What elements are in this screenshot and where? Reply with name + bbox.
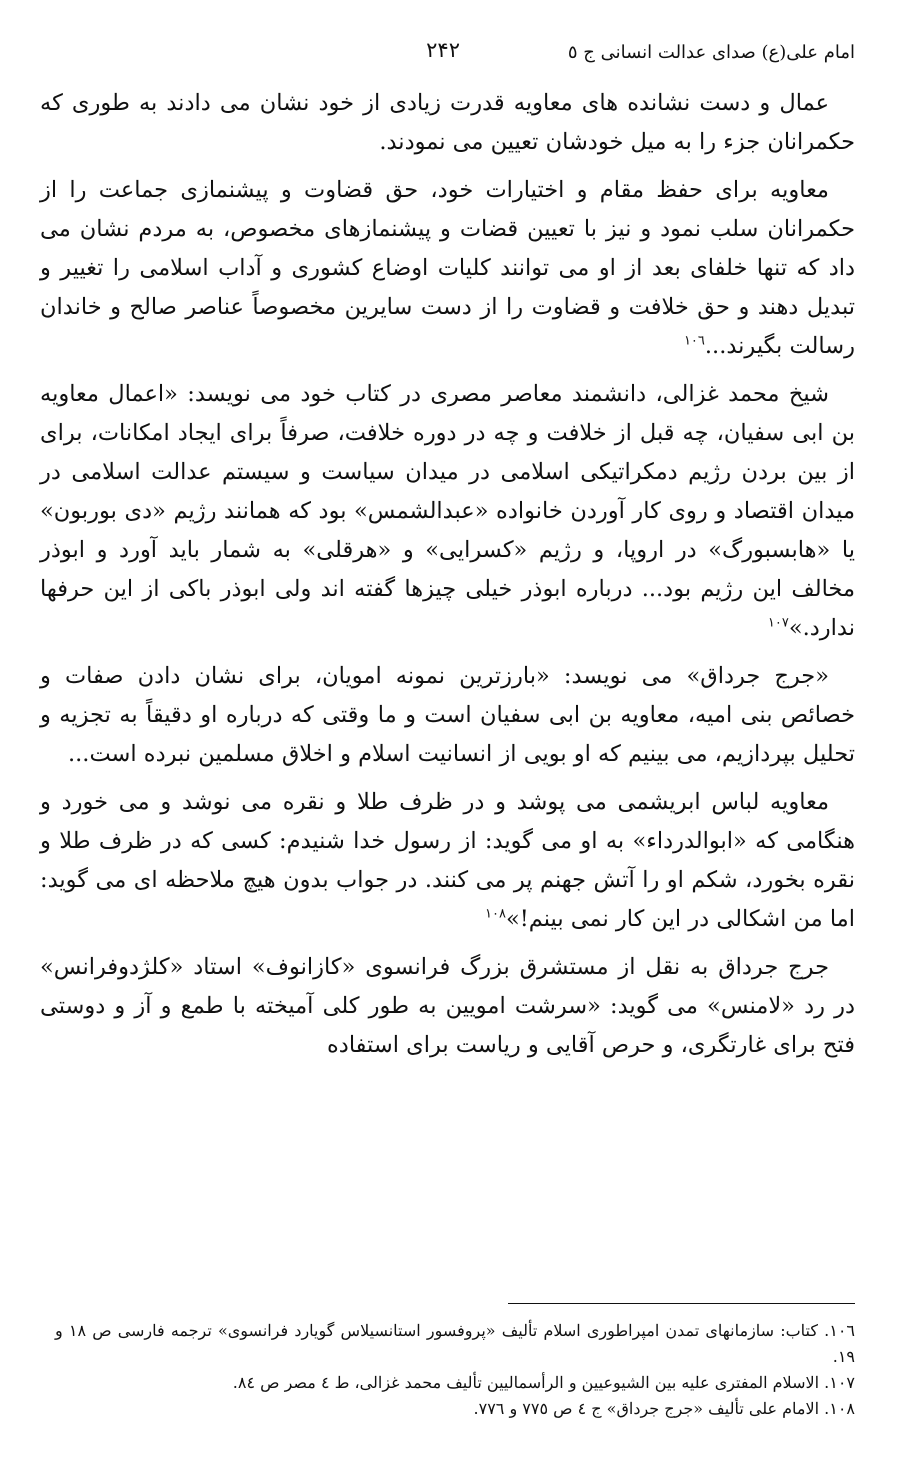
footnote-ref: ۱۰۷ xyxy=(767,615,789,631)
footnote: ۱۰۸. الامام علی تألیف «جرج جرداق» ج ٤ ص ۷۷٥ و ۷۷٦. xyxy=(473,1399,855,1418)
paragraph xyxy=(40,375,855,648)
paragraph-text: شیخ محمد غزالی، دانشمند معاصر مصری در کتاب خود می نویسد: «اعمال معاویه بن ابی سفیان، چه قبل از خلافت و چه در دوره خلافت، صرفاً برای ایجاد امکانات، برای از بین بردن رژیم دمکراتیکی اسلامی در میدان سیاست و سیستم عدالت اسلامی در میدان اقتصاد و روی کار آوردن خانواده «عبدالشمس» بود که همانند رژیم «دی بوربون» یا «هابسبورگ» در اروپا، و رژیم «کسرایی» و «هرقلی» به شمار باید آورد و ابوذر مخالف این رژیم بود... درباره ابوذر خیلی چیزها گفته اند ولی ابوذر باکی از این حرفها ندارد.» xyxy=(40,381,855,641)
running-title: امام علی(ع) صدای عدالت انسانی ج ٥ xyxy=(567,42,855,63)
paragraph-text: عمال و دست نشانده های معاویه قدرت زیادی از خود نشان می دادند به طوری که حکمرانان جزء را به میل خودشان تعیین می نمودند. xyxy=(40,90,855,155)
footnote-ref: ۱۰۸ xyxy=(485,906,506,922)
footnote: ۱۰٦. کتاب: سازمانهای تمدن امپراطوری اسلام تألیف «پروفسور استانسیلاس گویارد فرانسوی» ترجمه فارسی ص ۱۸ و ۱۹. xyxy=(55,1321,855,1366)
paragraph-text: معاویه برای حفظ مقام و اختیارات خود، حق قضاوت و پیشنمازی جماعت را از حکمرانان سلب نمود و نیز با تعیین قضات و پیشنمازهای مخصوص، به مردم نشان می داد که تنها خلفای بعد از او می توانند کلیات اوضاع کشوری و آداب اسلامی را تغییر و تبدیل دهند و حق خلافت و قضاوت را از دست سایرین مخصوصاً عناصر صالح و خاندان رسالت بگیرند... xyxy=(40,177,855,359)
page-header xyxy=(40,38,855,72)
footnote: ۱۰۷. الاسلام المفتری علیه بین الشیوعیین و الرأسمالیین تألیف محمد غزالی، ط ٤ مصر ص ٨٤. xyxy=(232,1373,855,1392)
footnote-ref: ۱۰٦ xyxy=(683,333,705,349)
body-text xyxy=(40,84,855,1074)
paragraph xyxy=(40,84,855,162)
footnotes xyxy=(55,1318,855,1422)
footnote-divider xyxy=(508,1303,855,1304)
paragraph xyxy=(40,657,855,774)
paragraph xyxy=(40,171,855,366)
page-number: ۲۴۲ xyxy=(426,38,460,62)
paragraph-text: «جرج جرداق» می نویسد: «بارزترین نمونه امویان، برای نشان دادن صفات و خصائص بنی امیه، معاویه بن ابی سفیان است و ما وقتی که درباره او دقیقاً به تجزیه و تحلیل بپردازیم، می بینیم که او بویی از انسانیت اسلام و اخلاق مسلمین نبرده است... xyxy=(40,663,855,767)
paragraph xyxy=(40,783,855,939)
paragraph-text: معاویه لباس ابریشمی می پوشد و در ظرف طلا و نقره می نوشد و می خورد و هنگامی که «ابوالدرداء» به او می گوید: از رسول خدا شنیدم: کسی که در ظرف طلا و نقره بخورد، شکم او را آتش جهنم پر می کنند. در جواب بدون هیچ ملاحظه ای می گوید: اما من اشکالی در این کار نمی بینم!» xyxy=(40,789,855,932)
paragraph-text: جرج جرداق به نقل از مستشرق بزرگ فرانسوی «کازانوف» استاد «کلژدوفرانس» در رد «لامنس» می گوید: «سرشت امویین به طور کلی آمیخته با طمع و آز و دوستی فتح برای غارتگری، و حرص آقایی و ریاست برای استفاده xyxy=(40,954,855,1058)
paragraph xyxy=(40,948,855,1065)
